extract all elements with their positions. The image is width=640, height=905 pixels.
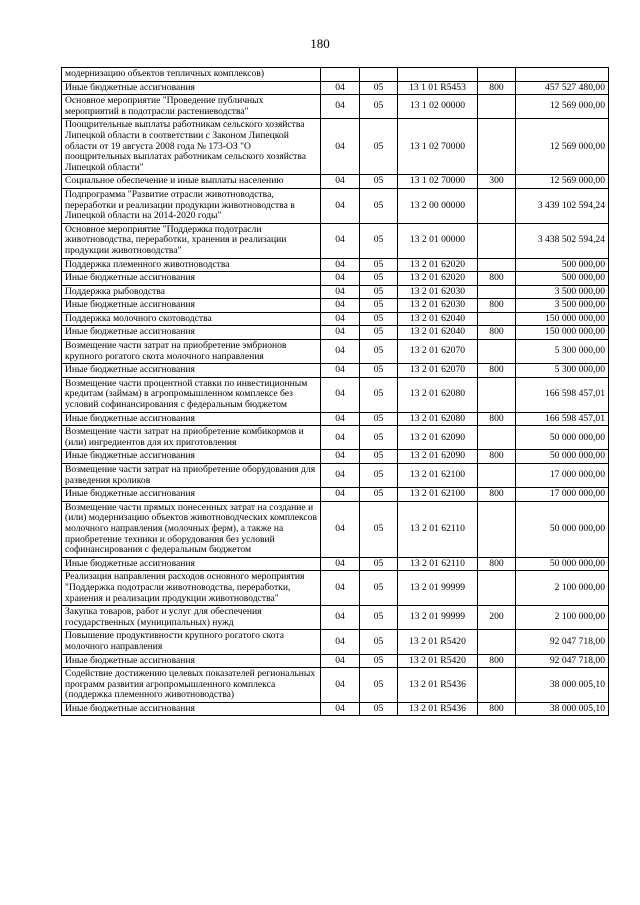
expense-name-cell: Возмещение части процентной ставки по инвестиционным кредитам (займам) в агропромышленном комплексе без условий софинансирования с федеральным бюджетом (62, 377, 321, 412)
table-row (62, 299, 609, 313)
section-cell: 04 (321, 299, 360, 313)
subsection-cell: 05 (360, 377, 398, 412)
amount-cell: 3 500 000,00 (516, 285, 609, 299)
subsection-cell: 05 (360, 81, 398, 95)
section-cell: 04 (321, 571, 360, 606)
expense-type-cell: 800 (478, 654, 516, 668)
expense-type-cell: 800 (478, 364, 516, 378)
amount-cell: 50 000 000,00 (516, 450, 609, 464)
amount-cell: 5 300 000,00 (516, 364, 609, 378)
subsection-cell: 05 (360, 571, 398, 606)
table-row (62, 258, 609, 272)
subsection-cell: 05 (360, 272, 398, 286)
subsection-cell (360, 68, 398, 82)
table-row (62, 95, 609, 119)
section-cell: 04 (321, 630, 360, 654)
expense-name-cell: Иные бюджетные ассигнования (62, 702, 321, 716)
amount-cell: 12 569 000,00 (516, 175, 609, 189)
section-cell: 04 (321, 606, 360, 630)
expense-type-cell (478, 630, 516, 654)
target-code-cell: 13 2 01 62070 (398, 364, 478, 378)
target-code-cell: 13 2 01 62090 (398, 450, 478, 464)
expense-name-cell: модернизацию объектов тепличных комплексов) (62, 68, 321, 82)
amount-cell: 3 439 102 594,24 (516, 188, 609, 223)
section-cell: 04 (321, 464, 360, 488)
target-code-cell: 13 2 01 62020 (398, 272, 478, 286)
table-row (62, 81, 609, 95)
expense-name-cell: Возмещение части затрат на приобретение комбикормов и (или) ингредиентов для их приготовления (62, 426, 321, 450)
expense-name-cell: Повышение продуктивности крупного рогатого скота молочного направления (62, 630, 321, 654)
subsection-cell: 05 (360, 702, 398, 716)
target-code-cell: 13 1 02 00000 (398, 95, 478, 119)
expense-name-cell: Реализация направления расходов основного мероприятия "Поддержка подотрасли животноводства, переработки, хранения и реализации продукции животноводства" (62, 571, 321, 606)
target-code-cell: 13 2 01 62030 (398, 299, 478, 313)
expense-type-cell: 800 (478, 488, 516, 502)
expense-type-cell: 800 (478, 450, 516, 464)
table-row (62, 188, 609, 223)
target-code-cell: 13 2 01 62100 (398, 464, 478, 488)
expense-name-cell: Возмещение части затрат на приобретение эмбрионов крупного рогатого скота молочного направления (62, 340, 321, 364)
section-cell: 04 (321, 702, 360, 716)
budget-table-body (62, 68, 609, 716)
subsection-cell: 05 (360, 258, 398, 272)
subsection-cell: 05 (360, 340, 398, 364)
table-row (62, 223, 609, 258)
expense-type-cell (478, 258, 516, 272)
table-row (62, 571, 609, 606)
subsection-cell: 05 (360, 188, 398, 223)
target-code-cell: 13 2 01 99999 (398, 606, 478, 630)
table-row (62, 426, 609, 450)
amount-cell: 166 598 457,01 (516, 412, 609, 426)
expense-type-cell (478, 426, 516, 450)
table-row (62, 119, 609, 175)
amount-cell (516, 68, 609, 82)
target-code-cell: 13 2 01 62020 (398, 258, 478, 272)
subsection-cell: 05 (360, 654, 398, 668)
target-code-cell: 13 2 01 R5436 (398, 702, 478, 716)
table-row (62, 175, 609, 189)
subsection-cell: 05 (360, 488, 398, 502)
table-row (62, 668, 609, 703)
expense-type-cell (478, 501, 516, 557)
table-row (62, 340, 609, 364)
section-cell: 04 (321, 377, 360, 412)
expense-type-cell (478, 95, 516, 119)
section-cell: 04 (321, 654, 360, 668)
target-code-cell: 13 2 01 62040 (398, 312, 478, 326)
expense-name-cell: Иные бюджетные ассигнования (62, 272, 321, 286)
amount-cell: 17 000 000,00 (516, 464, 609, 488)
table-row (62, 285, 609, 299)
section-cell: 04 (321, 258, 360, 272)
amount-cell: 457 527 480,00 (516, 81, 609, 95)
target-code-cell: 13 2 01 62090 (398, 426, 478, 450)
expense-type-cell: 200 (478, 606, 516, 630)
expense-name-cell: Иные бюджетные ассигнования (62, 412, 321, 426)
subsection-cell: 05 (360, 285, 398, 299)
amount-cell: 500 000,00 (516, 258, 609, 272)
target-code-cell: 13 1 01 R5453 (398, 81, 478, 95)
expense-name-cell: Иные бюджетные ассигнования (62, 364, 321, 378)
expense-name-cell: Иные бюджетные ассигнования (62, 299, 321, 313)
target-code-cell: 13 2 01 62080 (398, 377, 478, 412)
amount-cell: 2 100 000,00 (516, 606, 609, 630)
expense-name-cell: Подпрограмма "Развитие отрасли животноводства, переработки и реализации продукции животноводства в Липецкой области на 2014-2020 годы" (62, 188, 321, 223)
target-code-cell: 13 1 02 70000 (398, 175, 478, 189)
amount-cell: 50 000 000,00 (516, 557, 609, 571)
table-row (62, 557, 609, 571)
section-cell: 04 (321, 285, 360, 299)
expense-type-cell: 800 (478, 557, 516, 571)
expense-type-cell: 800 (478, 412, 516, 426)
expense-name-cell: Иные бюджетные ассигнования (62, 81, 321, 95)
amount-cell: 166 598 457,01 (516, 377, 609, 412)
section-cell: 04 (321, 557, 360, 571)
amount-cell: 3 500 000,00 (516, 299, 609, 313)
target-code-cell (398, 68, 478, 82)
expense-name-cell: Иные бюджетные ассигнования (62, 654, 321, 668)
expense-name-cell: Иные бюджетные ассигнования (62, 488, 321, 502)
section-cell: 04 (321, 668, 360, 703)
table-row (62, 364, 609, 378)
amount-cell: 150 000 000,00 (516, 326, 609, 340)
expense-name-cell: Поощрительные выплаты работникам сельского хозяйства Липецкой области в соответствии с Законом Липецкой области от 19 августа 2008 года № 173-ОЗ "О поощрительных выплатах работникам сельского хозяйства Липецкой области" (62, 119, 321, 175)
section-cell: 04 (321, 412, 360, 426)
amount-cell: 3 438 502 594,24 (516, 223, 609, 258)
section-cell: 04 (321, 223, 360, 258)
amount-cell: 92 047 718,00 (516, 630, 609, 654)
amount-cell: 17 000 000,00 (516, 488, 609, 502)
section-cell: 04 (321, 312, 360, 326)
section-cell: 04 (321, 81, 360, 95)
table-row (62, 312, 609, 326)
table-row (62, 606, 609, 630)
section-cell: 04 (321, 426, 360, 450)
expense-name-cell: Поддержка молочного скотоводства (62, 312, 321, 326)
expense-name-cell: Социальное обеспечение и иные выплаты населению (62, 175, 321, 189)
expense-type-cell: 300 (478, 175, 516, 189)
section-cell: 04 (321, 450, 360, 464)
section-cell: 04 (321, 364, 360, 378)
section-cell: 04 (321, 340, 360, 364)
budget-table (61, 67, 609, 716)
table-row (62, 412, 609, 426)
expense-type-cell (478, 119, 516, 175)
amount-cell: 50 000 000,00 (516, 426, 609, 450)
section-cell: 04 (321, 95, 360, 119)
subsection-cell: 05 (360, 464, 398, 488)
subsection-cell: 05 (360, 412, 398, 426)
expense-type-cell (478, 68, 516, 82)
section-cell (321, 68, 360, 82)
table-row (62, 654, 609, 668)
target-code-cell: 13 2 01 62080 (398, 412, 478, 426)
expense-name-cell: Иные бюджетные ассигнования (62, 326, 321, 340)
section-cell: 04 (321, 188, 360, 223)
section-cell: 04 (321, 119, 360, 175)
expense-name-cell: Возмещение части прямых понесенных затрат на создание и (или) модернизацию объектов животноводческих комплексов молочного направления (молочных ферм), а также на приобретение техники и оборудования без условий софинансирования с федеральным бюджетом (62, 501, 321, 557)
section-cell: 04 (321, 488, 360, 502)
subsection-cell: 05 (360, 606, 398, 630)
expense-type-cell (478, 285, 516, 299)
subsection-cell: 05 (360, 299, 398, 313)
amount-cell: 500 000,00 (516, 272, 609, 286)
expense-type-cell (478, 223, 516, 258)
subsection-cell: 05 (360, 312, 398, 326)
target-code-cell: 13 2 01 R5436 (398, 668, 478, 703)
expense-name-cell: Поддержка племенного животноводства (62, 258, 321, 272)
table-row (62, 326, 609, 340)
target-code-cell: 13 2 01 00000 (398, 223, 478, 258)
target-code-cell: 13 2 01 62040 (398, 326, 478, 340)
target-code-cell: 13 2 01 R5420 (398, 654, 478, 668)
target-code-cell: 13 2 01 R5420 (398, 630, 478, 654)
expense-type-cell (478, 571, 516, 606)
amount-cell: 12 569 000,00 (516, 95, 609, 119)
expense-type-cell: 800 (478, 272, 516, 286)
amount-cell: 12 569 000,00 (516, 119, 609, 175)
amount-cell: 38 000 005,10 (516, 702, 609, 716)
page-number: 180 (310, 36, 330, 51)
subsection-cell: 05 (360, 326, 398, 340)
table-row (62, 488, 609, 502)
expense-type-cell: 800 (478, 81, 516, 95)
expense-name-cell: Закупка товаров, работ и услуг для обеспечения государственных (муниципальных) нужд (62, 606, 321, 630)
subsection-cell: 05 (360, 426, 398, 450)
target-code-cell: 13 2 00 00000 (398, 188, 478, 223)
expense-type-cell (478, 377, 516, 412)
expense-name-cell: Возмещение части затрат на приобретение оборудования для разведения кроликов (62, 464, 321, 488)
amount-cell: 50 000 000,00 (516, 501, 609, 557)
expense-name-cell: Иные бюджетные ассигнования (62, 450, 321, 464)
subsection-cell: 05 (360, 501, 398, 557)
amount-cell: 2 100 000,00 (516, 571, 609, 606)
amount-cell: 38 000 005,10 (516, 668, 609, 703)
target-code-cell: 13 2 01 62030 (398, 285, 478, 299)
subsection-cell: 05 (360, 95, 398, 119)
expense-type-cell (478, 668, 516, 703)
expense-name-cell: Иные бюджетные ассигнования (62, 557, 321, 571)
expense-type-cell (478, 312, 516, 326)
section-cell: 04 (321, 272, 360, 286)
expense-type-cell (478, 188, 516, 223)
subsection-cell: 05 (360, 364, 398, 378)
table-row (62, 501, 609, 557)
subsection-cell: 05 (360, 630, 398, 654)
expense-type-cell (478, 464, 516, 488)
table-row (62, 377, 609, 412)
expense-name-cell: Основное мероприятие "Проведение публичных мероприятий в подотрасли растениеводства" (62, 95, 321, 119)
table-row (62, 450, 609, 464)
expense-type-cell (478, 340, 516, 364)
table-row (62, 272, 609, 286)
subsection-cell: 05 (360, 175, 398, 189)
table-row (62, 630, 609, 654)
amount-cell: 150 000 000,00 (516, 312, 609, 326)
subsection-cell: 05 (360, 668, 398, 703)
target-code-cell: 13 2 01 62100 (398, 488, 478, 502)
amount-cell: 5 300 000,00 (516, 340, 609, 364)
expense-type-cell: 800 (478, 702, 516, 716)
expense-type-cell: 800 (478, 299, 516, 313)
section-cell: 04 (321, 326, 360, 340)
subsection-cell: 05 (360, 450, 398, 464)
target-code-cell: 13 2 01 99999 (398, 571, 478, 606)
subsection-cell: 05 (360, 557, 398, 571)
expense-name-cell: Основное мероприятие "Поддержка подотрасли животноводства, переработки, хранения и реализации продукции животноводства" (62, 223, 321, 258)
subsection-cell: 05 (360, 119, 398, 175)
table-row (62, 464, 609, 488)
expense-type-cell: 800 (478, 326, 516, 340)
table-row (62, 702, 609, 716)
section-cell: 04 (321, 175, 360, 189)
subsection-cell: 05 (360, 223, 398, 258)
expense-name-cell: Поддержка рыбоводства (62, 285, 321, 299)
section-cell: 04 (321, 501, 360, 557)
amount-cell: 92 047 718,00 (516, 654, 609, 668)
expense-name-cell: Содействие достижению целевых показателей региональных программ развития агропромышленного комплекса (поддержка племенного животноводства) (62, 668, 321, 703)
target-code-cell: 13 1 02 70000 (398, 119, 478, 175)
target-code-cell: 13 2 01 62110 (398, 557, 478, 571)
target-code-cell: 13 2 01 62070 (398, 340, 478, 364)
target-code-cell: 13 2 01 62110 (398, 501, 478, 557)
table-row (62, 68, 609, 82)
